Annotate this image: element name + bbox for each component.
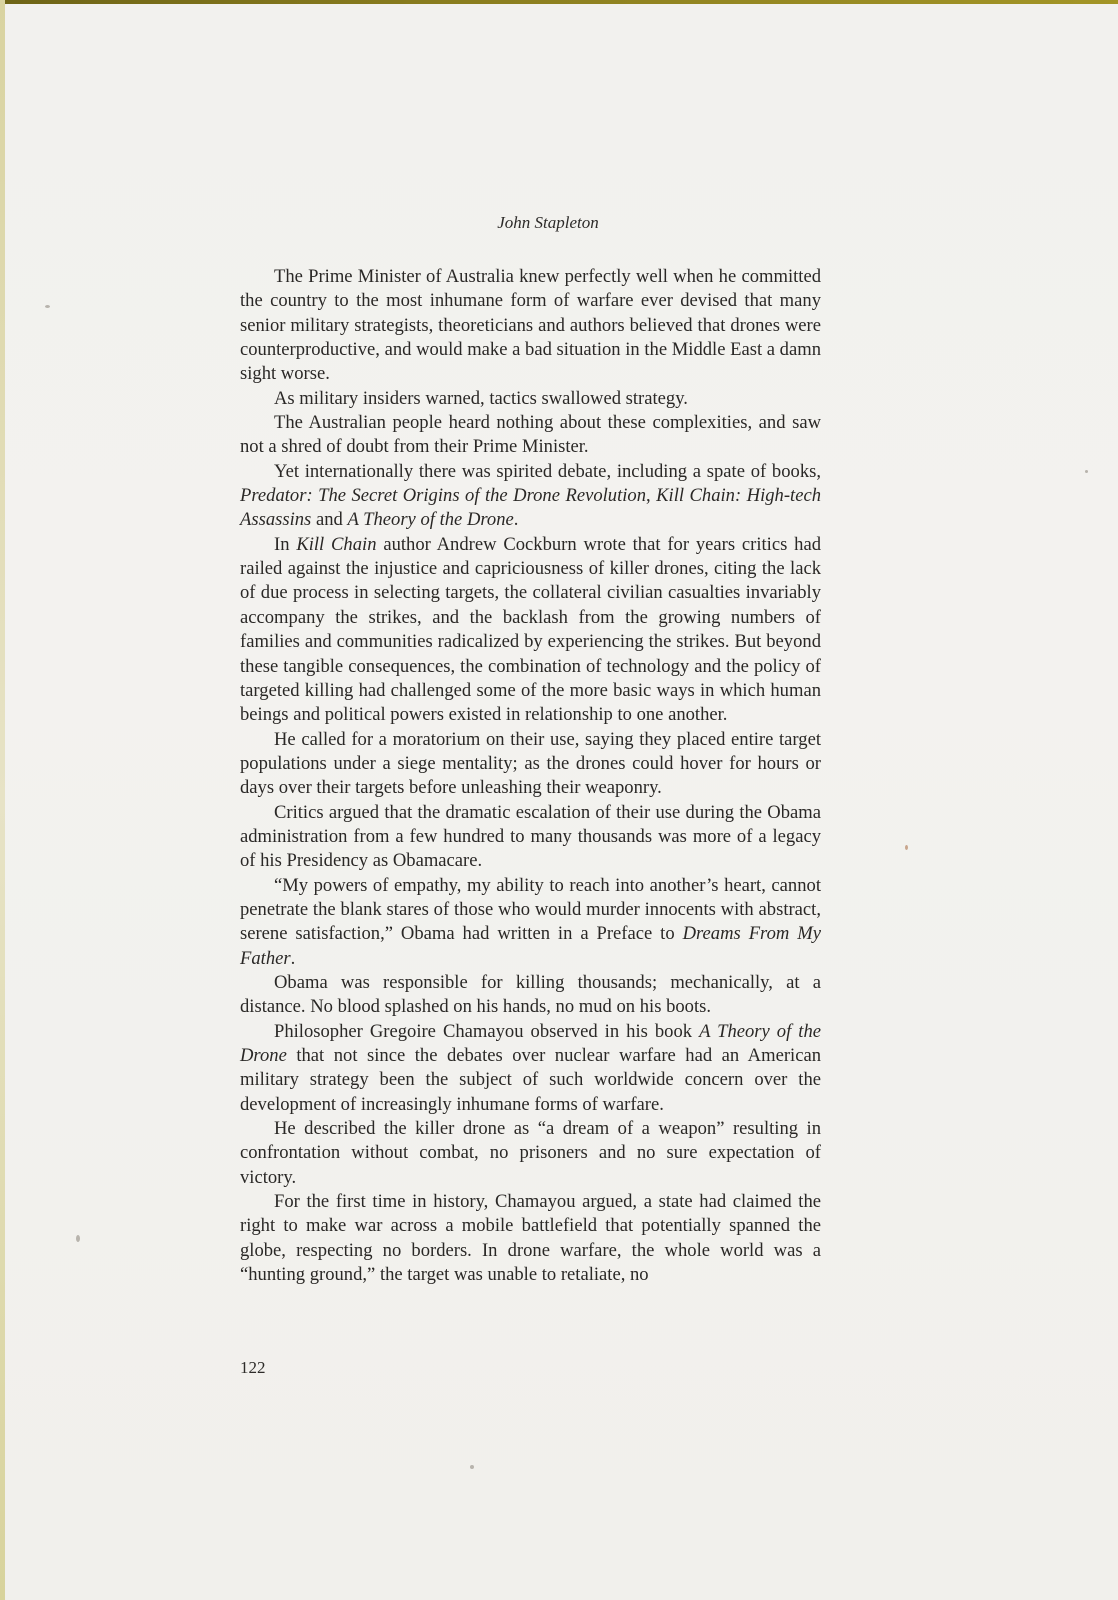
- scan-speck: [905, 845, 908, 850]
- page-number: 122: [240, 1358, 266, 1377]
- body-text: [240, 265, 821, 1287]
- paragraph: For the first time in history, Chamayou argued, a state had claimed the right to make war across a mobile battlefield that potentially spanned the globe, respecting no borders. In drone warfare, the whole world was a “hunting ground,” the target was unable to retaliate, no: [240, 1191, 821, 1286]
- book-title: A Theory of the Drone: [347, 509, 514, 531]
- scan-speck: [45, 305, 50, 308]
- paragraph: He called for a moratorium on their use, saying they placed entire target populations under a siege mentality; as the drones could hover for hours or days over their targets before unleashing their weaponry.: [240, 728, 821, 799]
- paragraph: [240, 460, 821, 533]
- paragraph-text: In: [274, 533, 297, 555]
- paragraph-text: and: [311, 509, 348, 531]
- paragraph-text: Philosopher Gregoire Chamayou observed in his book: [274, 1020, 700, 1042]
- book-title: Kill Chain: [296, 533, 377, 555]
- scan-left-edge: [0, 0, 5, 1600]
- paragraph-text: ,: [646, 485, 657, 507]
- paragraph-text: .: [290, 947, 296, 969]
- paragraph: The Prime Minister of Australia knew perfectly well when he committed the country to the most inhumane form of warfare ever devised that many senior military strategists, theoreticians and authors believed that drones were counterproductive, and would make a bad situation in the Middle East a damn sight worse.: [240, 266, 821, 385]
- paragraph: He described the killer drone as “a dream of a weapon” resulting in confrontation without combat, no prisoners and no sure expectation of victory.: [240, 1118, 821, 1188]
- scan-speck: [470, 1465, 474, 1469]
- paragraph: The Australian people heard nothing about these complexities, and saw not a shred of doubt from their Prime Minister.: [240, 412, 821, 458]
- scan-speck: [1085, 470, 1088, 473]
- paragraph-text: author Andrew Cockburn wrote that for years critics had railed against the injustice and capriciousness of killer drones, citing the lack of due process in selecting targets, the collateral civilian casualties invariably accompany the strikes, and the backlash from the growing numbers of families and communities radicalized by experiencing the strikes. But beyond these tangible consequences, the combination of technology and the policy of targeted killing had challenged some of the more basic ways in which human beings and political powers existed in relationship to one another.: [240, 533, 821, 726]
- book-title: Predator: The Secret Origins of the Drone Revolution: [240, 485, 647, 507]
- paragraph: [240, 533, 821, 728]
- paragraph-text: .: [513, 509, 519, 531]
- book-title: Dreams From My Father: [240, 923, 821, 969]
- book-title: Kill Chain: High-tech Assassins: [240, 485, 821, 531]
- scan-speck: [76, 1235, 80, 1242]
- scan-top-edge: [0, 0, 1118, 4]
- paragraph: Critics argued that the dramatic escalation of their use during the Obama administration from a few hundred to many thousands was more of a legacy of his Presidency as Obamacare.: [240, 801, 821, 872]
- paragraph: As military insiders warned, tactics swallowed strategy.: [274, 387, 688, 409]
- paragraph: [240, 874, 821, 971]
- paragraph: [240, 1020, 821, 1117]
- book-title: A Theory of the Drone: [240, 1020, 822, 1066]
- paragraph-text: Yet internationally there was spirited debate, including a spate of books,: [274, 460, 821, 482]
- running-head: John Stapleton: [497, 213, 599, 232]
- paragraph-text: that not since the debates over nuclear warfare had an American military strategy been the subject of such worldwide concern over the development of increasingly inhumane forms of warfare.: [240, 1045, 821, 1115]
- paragraph-text: “My powers of empathy, my ability to reach into another’s heart, cannot penetrate the blank stares of those who would murder innocents with abstract, serene satisfaction,” Obama had written in a Preface to: [240, 874, 821, 945]
- paragraph: Obama was responsible for killing thousands; mechanically, at a distance. No blood splashed on his hands, no mud on his boots.: [240, 971, 821, 1018]
